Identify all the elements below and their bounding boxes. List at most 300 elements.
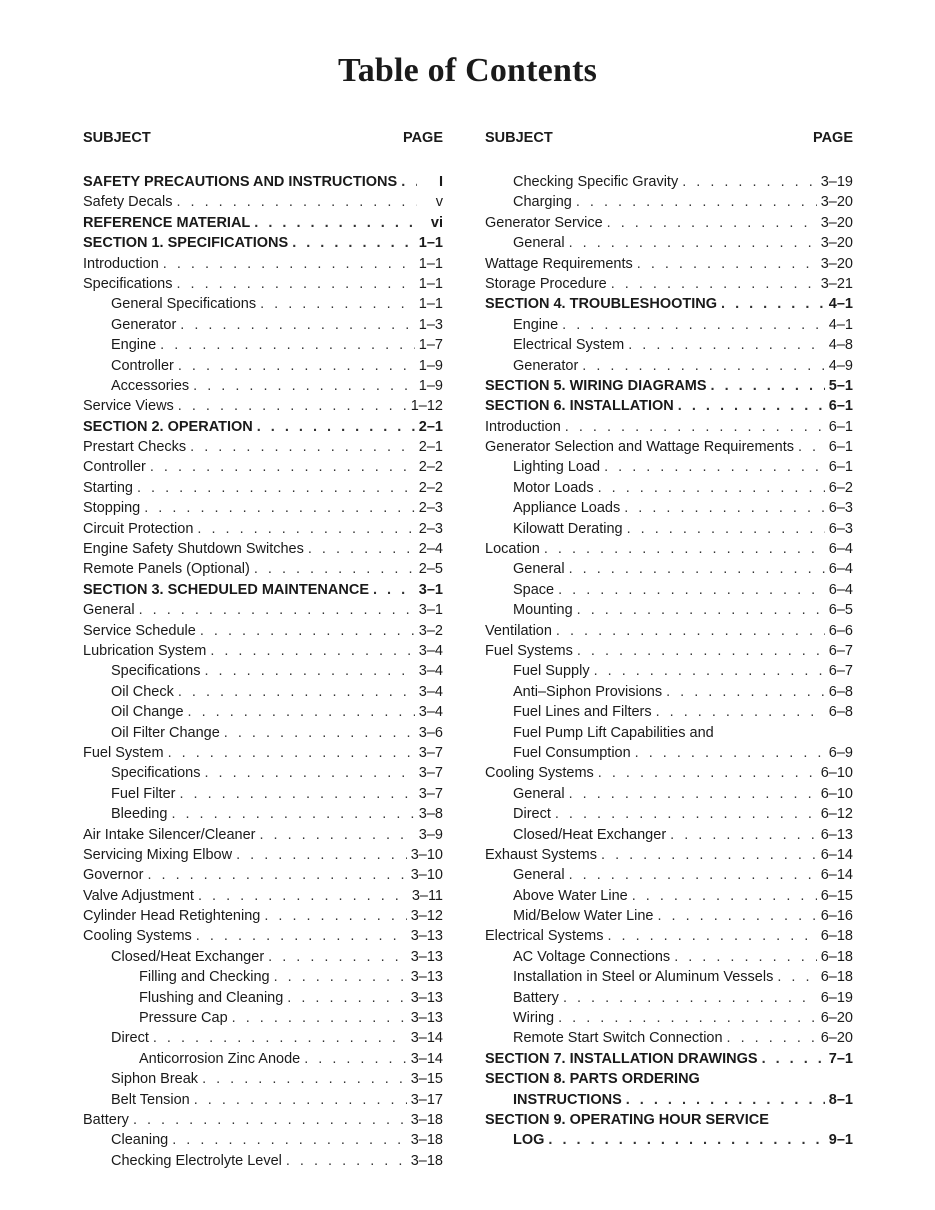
toc-entry[interactable]: [83, 376, 443, 396]
toc-entry[interactable]: [485, 1090, 853, 1110]
toc-entry-label: Specifications: [111, 765, 201, 782]
toc-entry-label: Belt Tension: [111, 1091, 190, 1108]
toc-entry[interactable]: [83, 1008, 443, 1028]
dot-leader: [576, 192, 817, 212]
toc-entry-page: 3–1: [418, 602, 443, 619]
toc-entry[interactable]: [83, 621, 443, 641]
toc-entry[interactable]: [83, 1151, 443, 1171]
dot-leader: [178, 682, 415, 702]
toc-entry[interactable]: [83, 315, 443, 335]
toc-entry[interactable]: [485, 621, 853, 641]
toc-entry-page: 6–18: [820, 948, 853, 965]
toc-entry[interactable]: [83, 825, 443, 845]
toc-entry[interactable]: [83, 906, 443, 926]
toc-entry-page: 6–12: [820, 806, 853, 823]
toc-entry-label: Servicing Mixing Elbow: [83, 846, 233, 863]
toc-entry-page: 6–10: [820, 765, 853, 782]
toc-entry-label: Fuel Lines and Filters: [513, 704, 652, 721]
toc-entry[interactable]: [485, 1028, 853, 1048]
toc-entry-label: Controller: [111, 357, 174, 374]
toc-entry-page: 3–13: [410, 928, 443, 945]
toc-entry-label: LOG: [513, 1132, 545, 1149]
dot-leader: [139, 600, 415, 620]
toc-entry-page: 6–1: [828, 418, 853, 435]
toc-entry[interactable]: [485, 641, 853, 661]
dot-leader: [721, 294, 825, 314]
toc-entry-page: 1–1: [418, 275, 443, 292]
toc-entry-label: Air Intake Silencer/Cleaner: [83, 826, 256, 843]
dot-leader: [163, 254, 415, 274]
toc-entry[interactable]: [485, 845, 853, 865]
dot-leader: [197, 519, 414, 539]
column-header: [485, 130, 853, 150]
toc-entry-page: 6–20: [820, 1010, 853, 1027]
toc-entry-page: 3–14: [410, 1030, 443, 1047]
dot-leader: [637, 254, 817, 274]
toc-entry[interactable]: [485, 356, 853, 376]
dot-leader: [627, 519, 825, 539]
dot-leader: [286, 1151, 407, 1171]
toc-entry-label: Charging: [513, 194, 572, 211]
dot-leader: [798, 437, 825, 457]
toc-entry-page: 3–7: [418, 785, 443, 802]
toc-entry-label: Direct: [111, 1030, 149, 1047]
toc-entry-page: 6–19: [820, 989, 853, 1006]
toc-entry-page: 2–2: [418, 479, 443, 496]
subject-header: SUBJECT: [83, 130, 151, 146]
toc-column-left: [83, 130, 443, 1171]
dot-leader: [268, 947, 407, 967]
toc-entry[interactable]: [485, 498, 853, 518]
toc-entry-page: 2–5: [418, 561, 443, 578]
toc-entry-page: 3–15: [410, 1071, 443, 1088]
toc-entry[interactable]: [83, 845, 443, 865]
toc-entry[interactable]: [485, 1110, 853, 1130]
toc-entry-page: 3–18: [410, 1152, 443, 1169]
dot-leader: [628, 335, 825, 355]
dot-leader: [624, 498, 825, 518]
toc-entry-page: 7–1: [828, 1050, 853, 1067]
dot-leader: [577, 641, 825, 661]
toc-entry[interactable]: [485, 1049, 853, 1069]
toc-entry[interactable]: [83, 865, 443, 885]
toc-entry[interactable]: [485, 1130, 853, 1150]
toc-entry-page: 6–18: [820, 928, 853, 945]
dot-leader: [172, 1130, 406, 1150]
toc-entry-label: Cleaning: [111, 1132, 169, 1149]
page-header: PAGE: [812, 130, 853, 146]
dot-leader: [168, 743, 415, 763]
dot-leader: [562, 315, 825, 335]
toc-entry[interactable]: [485, 254, 853, 274]
toc-entry-page: 4–1: [828, 296, 853, 313]
dot-leader: [188, 702, 415, 722]
toc-entry-label: Generator Service: [485, 214, 603, 231]
toc-entry[interactable]: [83, 417, 443, 437]
toc-entry[interactable]: [83, 233, 443, 253]
dot-leader: [558, 1008, 817, 1028]
dot-leader: [194, 1090, 407, 1110]
dot-leader: [577, 600, 825, 620]
toc-entry-label: SECTION 2. OPERATION: [83, 418, 253, 435]
toc-entry-page: 1–9: [418, 357, 443, 374]
dot-leader: [678, 396, 825, 416]
toc-entry[interactable]: [83, 457, 443, 477]
toc-entry-page: 2–4: [418, 541, 443, 558]
toc-entry-page: 6–14: [820, 867, 853, 884]
toc-entry-page: 6–20: [820, 1030, 853, 1047]
toc-entry-page: 3–14: [410, 1050, 443, 1067]
toc-entry-label: Service Views: [83, 398, 174, 415]
toc-entry-label: Kilowatt Derating: [513, 520, 623, 537]
dot-leader: [598, 763, 817, 783]
toc-entry[interactable]: [83, 254, 443, 274]
toc-entry[interactable]: [83, 702, 443, 722]
toc-entry-page: 6–2: [828, 479, 853, 496]
page-header: PAGE: [402, 130, 443, 146]
toc-entry-page: 3–20: [820, 214, 853, 231]
toc-entry[interactable]: [485, 335, 853, 355]
toc-entry[interactable]: [485, 784, 853, 804]
toc-entry[interactable]: [83, 1090, 443, 1110]
dot-leader: [682, 172, 817, 192]
dot-leader: [133, 1110, 407, 1130]
toc-entry[interactable]: [485, 947, 853, 967]
toc-entry-label: Direct: [513, 806, 551, 823]
dot-leader: [150, 457, 415, 477]
toc-entry[interactable]: [485, 478, 853, 498]
toc-entry[interactable]: [485, 1008, 853, 1028]
toc-entry[interactable]: [83, 213, 443, 233]
toc-entry-label: Fuel Supply: [513, 663, 590, 680]
toc-entry[interactable]: [485, 702, 853, 722]
toc-entry[interactable]: [83, 743, 443, 763]
toc-entry-page: 6–5: [828, 602, 853, 619]
toc-entry-page: 3–4: [418, 704, 443, 721]
column-header: [83, 130, 443, 150]
toc-entry-label: Motor Loads: [513, 479, 594, 496]
toc-entry[interactable]: [485, 192, 853, 212]
dot-leader: [178, 396, 407, 416]
toc-entry[interactable]: [485, 804, 853, 824]
toc-entry-label: Battery: [513, 989, 559, 1006]
toc-entry-label: Generator Selection and Wattage Requirements: [485, 439, 794, 456]
toc-entry[interactable]: [83, 967, 443, 987]
toc-entry-page: 6–3: [828, 500, 853, 517]
toc-entry-page: 6–4: [828, 581, 853, 598]
toc-entry-label: Electrical System: [513, 337, 625, 354]
dot-leader: [565, 417, 825, 437]
toc-entry[interactable]: [83, 926, 443, 946]
toc-entry-page: vi: [430, 214, 443, 231]
toc-entry-page: 3–18: [410, 1132, 443, 1149]
toc-entry-page: 3–7: [418, 744, 443, 761]
toc-entry-label: Oil Filter Change: [111, 724, 220, 741]
toc-entry-label: Lighting Load: [513, 459, 601, 476]
toc-entry[interactable]: [485, 437, 853, 457]
toc-entry-page: 6–4: [828, 541, 853, 558]
toc-entry-label: SECTION 6. INSTALLATION: [485, 398, 674, 415]
toc-entry[interactable]: [83, 539, 443, 559]
toc-entry[interactable]: [485, 926, 853, 946]
toc-entry[interactable]: [83, 1028, 443, 1048]
toc-entry-label: Fuel Consumption: [513, 744, 631, 761]
toc-entry[interactable]: [83, 661, 443, 681]
toc-entry-label: Accessories: [111, 377, 190, 394]
toc-entry[interactable]: [83, 988, 443, 1008]
toc-entry-label: Storage Procedure: [485, 275, 607, 292]
toc-entry-label: Wattage Requirements: [485, 255, 633, 272]
toc-entry-label: SECTION 4. TROUBLESHOOTING: [485, 296, 718, 313]
toc-entry-label: Oil Change: [111, 704, 184, 721]
toc-entry[interactable]: [485, 1069, 853, 1089]
toc-entry-page: 3–1: [418, 581, 443, 598]
toc-entry-label: Closed/Heat Exchanger: [111, 948, 265, 965]
dot-leader: [674, 947, 817, 967]
toc-entry-label: Above Water Line: [513, 887, 628, 904]
dot-leader: [257, 417, 415, 437]
toc-entry-label: Exhaust Systems: [485, 846, 598, 863]
toc-entry[interactable]: [83, 600, 443, 620]
dot-leader: [210, 641, 414, 661]
dot-leader: [254, 213, 417, 233]
toc-entry[interactable]: [83, 682, 443, 702]
dot-leader: [555, 804, 817, 824]
toc-entry[interactable]: [485, 274, 853, 294]
toc-entry[interactable]: [485, 825, 853, 845]
dot-leader: [544, 539, 825, 559]
toc-entry[interactable]: [83, 784, 443, 804]
toc-entry[interactable]: [485, 294, 853, 314]
toc-entry-page: 6–1: [828, 398, 853, 415]
toc-entry-page: 3–7: [418, 765, 443, 782]
toc-entry-page: 6–8: [828, 683, 853, 700]
toc-entry[interactable]: [83, 192, 443, 212]
toc-entry-page: 1–9: [418, 377, 443, 394]
toc-entry-page: I: [438, 174, 443, 190]
toc-entry-label: Flushing and Cleaning: [139, 989, 284, 1006]
toc-entry-label: General: [83, 602, 135, 619]
toc-entry-page: 6–16: [820, 908, 853, 925]
toc-entry-page: 3–19: [820, 174, 853, 190]
toc-entry-page: 3–11: [411, 887, 443, 904]
toc-entry[interactable]: [83, 437, 443, 457]
dot-leader: [232, 1008, 407, 1028]
toc-entry[interactable]: [485, 519, 853, 539]
toc-entry-label: Closed/Heat Exchanger: [513, 826, 667, 843]
toc-entry[interactable]: [485, 682, 853, 702]
toc-entry-label: Remote Panels (Optional): [83, 561, 250, 578]
toc-entry-label: Engine: [513, 316, 559, 333]
toc-entry[interactable]: [83, 294, 443, 314]
dot-leader: [548, 1130, 824, 1150]
toc-entry-label: Lubrication System: [83, 642, 207, 659]
toc-entry-page: v: [435, 194, 443, 211]
toc-entry[interactable]: [83, 274, 443, 294]
toc-entry[interactable]: [485, 580, 853, 600]
toc-entry-label: Specifications: [83, 275, 173, 292]
toc-entry-page: 3–10: [410, 867, 443, 884]
toc-entry-label: Appliance Loads: [513, 500, 621, 517]
toc-entry-label: General Specifications: [111, 296, 257, 313]
toc-entry-label: General: [513, 867, 565, 884]
toc-entry-label: Anticorrosion Zinc Anode: [139, 1050, 301, 1067]
dot-leader: [656, 702, 825, 722]
dot-leader: [607, 926, 816, 946]
dot-leader: [144, 498, 415, 518]
toc-entry-label: Introduction: [83, 255, 159, 272]
dot-leader: [259, 825, 414, 845]
dot-leader: [193, 376, 415, 396]
toc-entry[interactable]: [83, 723, 443, 743]
dot-leader: [224, 723, 415, 743]
toc-entry-label: Ventilation: [485, 622, 552, 639]
toc-entry[interactable]: [83, 641, 443, 661]
toc-entry-label: Fuel Pump Lift Capabilities and: [513, 724, 714, 741]
toc-entry[interactable]: [83, 947, 443, 967]
toc-entry[interactable]: [485, 457, 853, 477]
toc-entry-label: Electrical Systems: [485, 928, 604, 945]
dot-leader: [569, 233, 817, 253]
toc-entry[interactable]: [485, 661, 853, 681]
dot-leader: [632, 886, 817, 906]
toc-entry-page: 3–13: [410, 1010, 443, 1027]
toc-entry[interactable]: [83, 498, 443, 518]
toc-entry[interactable]: [485, 723, 853, 743]
toc-entry-label: Generator: [111, 316, 177, 333]
toc-entry[interactable]: [485, 315, 853, 335]
toc-entry-label: SAFETY PRECAUTIONS AND INSTRUCTIONS: [83, 174, 398, 190]
toc-entry[interactable]: [485, 865, 853, 885]
dot-leader: [601, 845, 817, 865]
dot-leader: [153, 1028, 407, 1048]
toc-entry-label: SECTION 7. INSTALLATION DRAWINGS: [485, 1050, 758, 1067]
toc-entry-page: 4–1: [828, 316, 853, 333]
toc-entry[interactable]: [485, 763, 853, 783]
toc-entry-page: 4–8: [828, 337, 853, 354]
toc-entry-label: Cooling Systems: [485, 765, 594, 782]
dot-leader: [626, 1090, 825, 1110]
toc-entry[interactable]: [485, 906, 853, 926]
toc-entry[interactable]: [83, 763, 443, 783]
dot-leader: [598, 478, 825, 498]
toc-entry-label: General: [513, 785, 565, 802]
dot-leader: [635, 743, 825, 763]
toc-entry-page: 3–20: [820, 235, 853, 252]
dot-leader: [204, 763, 414, 783]
toc-entry-page: 6–7: [828, 642, 853, 659]
dot-leader: [582, 356, 825, 376]
toc-entry[interactable]: [485, 988, 853, 1008]
toc-entry[interactable]: [83, 172, 443, 192]
toc-entry-page: 3–13: [410, 948, 443, 965]
toc-entry-page: 6–13: [820, 826, 853, 843]
toc-entry-label: Pressure Cap: [139, 1010, 228, 1027]
toc-entry[interactable]: [485, 376, 853, 396]
toc-entry[interactable]: [485, 396, 853, 416]
toc-entry-label: Circuit Protection: [83, 520, 194, 537]
toc-entry[interactable]: [485, 559, 853, 579]
toc-entry[interactable]: [83, 804, 443, 824]
toc-entry[interactable]: [485, 213, 853, 233]
toc-entry-page: 3–8: [418, 806, 443, 823]
dot-leader: [666, 682, 825, 702]
toc-entry-label: Wiring: [513, 1010, 555, 1027]
toc-entry-label: Oil Check: [111, 683, 174, 700]
toc-entry-label: Introduction: [485, 418, 561, 435]
toc-entry-page: 3–20: [820, 194, 853, 211]
toc-entry-label: Battery: [83, 1111, 129, 1128]
dot-leader: [604, 457, 825, 477]
toc-entry[interactable]: [485, 417, 853, 437]
toc-entry[interactable]: [83, 335, 443, 355]
dot-leader: [137, 478, 415, 498]
toc-entry[interactable]: [83, 1130, 443, 1150]
dot-leader: [190, 437, 415, 457]
toc-entries-right: [485, 172, 853, 1151]
toc-entry-page: 6–14: [820, 846, 853, 863]
toc-entry[interactable]: [83, 356, 443, 376]
toc-entry[interactable]: [485, 172, 853, 192]
toc-entry[interactable]: [83, 886, 443, 906]
dot-leader: [254, 559, 415, 579]
toc-entry-page: 3–9: [418, 826, 443, 843]
dot-leader: [176, 192, 417, 212]
toc-entry-label: Valve Adjustment: [83, 887, 194, 904]
dot-leader: [179, 784, 414, 804]
toc-entry[interactable]: [83, 1049, 443, 1069]
toc-entry-label: Starting: [83, 479, 133, 496]
toc-entry[interactable]: [485, 967, 853, 987]
dot-leader: [727, 1028, 817, 1048]
dot-leader: [569, 559, 825, 579]
toc-entry[interactable]: [485, 539, 853, 559]
toc-entry[interactable]: [83, 559, 443, 579]
toc-entry[interactable]: [83, 519, 443, 539]
dot-leader: [147, 865, 406, 885]
toc-entry-page: 1–3: [418, 316, 443, 333]
dot-leader: [401, 172, 417, 192]
toc-entry[interactable]: [485, 600, 853, 620]
toc-entry[interactable]: [485, 743, 853, 763]
toc-entry[interactable]: [83, 478, 443, 498]
dot-leader: [260, 294, 415, 314]
toc-entry-label: Location: [485, 541, 540, 558]
toc-entry-label: Checking Electrolyte Level: [111, 1152, 282, 1169]
toc-entry[interactable]: [485, 233, 853, 253]
toc-entry[interactable]: [83, 1069, 443, 1089]
toc-entry-page: 3–10: [410, 846, 443, 863]
dot-leader: [178, 356, 415, 376]
toc-entry-page: 3–21: [820, 275, 853, 292]
toc-entry-label: Generator: [513, 357, 579, 374]
toc-entry-page: 6–18: [820, 969, 853, 986]
dot-leader: [670, 825, 817, 845]
toc-entry-label: Fuel Systems: [485, 642, 573, 659]
toc-entry-label: Engine Safety Shutdown Switches: [83, 541, 304, 558]
toc-entry[interactable]: [83, 580, 443, 600]
toc-entry-page: 1–12: [410, 398, 443, 415]
dot-leader: [777, 967, 816, 987]
toc-entry[interactable]: [485, 886, 853, 906]
toc-entry-page: 1–1: [418, 255, 443, 272]
toc-entry-label: Fuel System: [83, 744, 164, 761]
dot-leader: [556, 621, 825, 641]
toc-entry[interactable]: [83, 1110, 443, 1130]
dot-leader: [202, 1069, 407, 1089]
toc-entry[interactable]: [83, 396, 443, 416]
toc-entry-label: INSTRUCTIONS: [513, 1091, 622, 1108]
